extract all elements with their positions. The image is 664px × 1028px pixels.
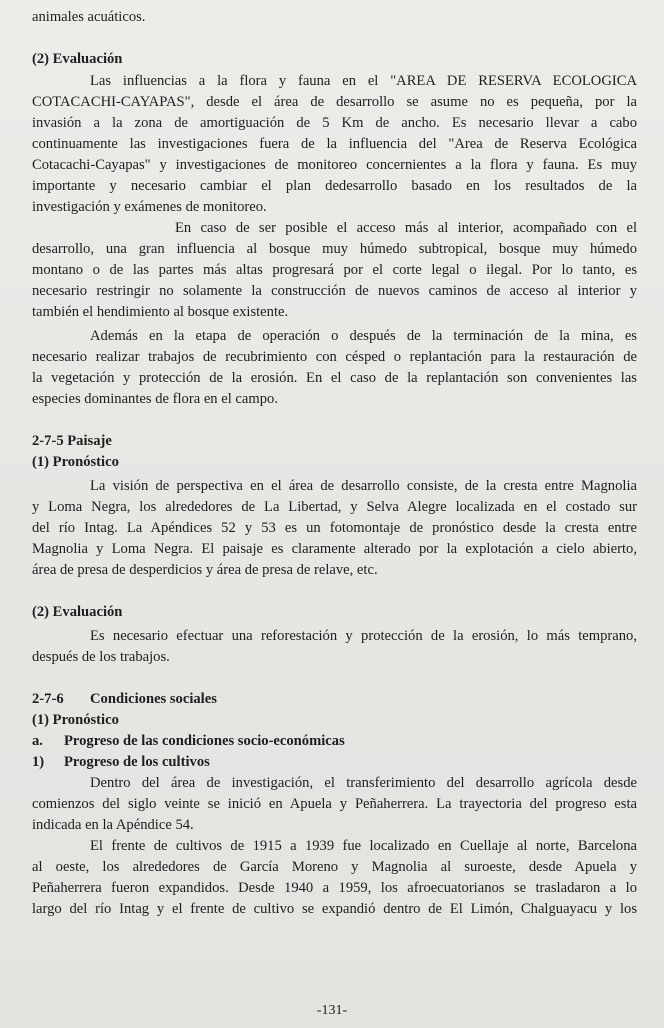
paragraph-line: y Loma Negra, los alrededores de La Libertad, y Selva Alegre localizada en el costado sur <box>32 499 637 515</box>
paragraph-line: necesario restringir no solamente la construcción de nuevos caminos de acceso al interior y <box>32 283 637 299</box>
item-heading <box>32 732 637 750</box>
section-heading: (2) Evaluación <box>32 51 123 67</box>
paragraph-line: comienzos del siglo veinte se inició en Apuela y Peñaherrera. La trayectoria del progreso esta <box>32 796 637 812</box>
paragraph-line: del río Intag. La Apéndices 52 y 53 es un fotomontaje de pronóstico desde la cresta entre <box>32 520 637 536</box>
item-heading <box>32 753 637 771</box>
paragraph-line: En caso de ser posible el acceso más al interior, acompañado con el <box>175 220 637 236</box>
item-number: 1) <box>32 754 45 770</box>
paragraph-line: La visión de perspectiva en el área de desarrollo consiste, de la cresta entre Magnolia <box>90 478 637 494</box>
paragraph-line: Magnolia y Loma Negra. El paisaje es claramente alterado por la explotación a cielo abierto, <box>32 541 637 557</box>
subsection-heading: (1) Pronóstico <box>32 712 119 728</box>
paragraph-line: largo del río Intag y el frente de cultivo se expandió dentro de El Limón, Chalguayacu y los <box>32 901 637 917</box>
paragraph-line: al oeste, los alrededores de García Moreno y Magnolia al suroeste, desde Apuela y <box>32 859 637 875</box>
section-title: Condiciones sociales <box>90 691 217 707</box>
paragraph-line: Es necesario efectuar una reforestación y protección de la erosión, lo más temprano, <box>90 628 637 644</box>
paragraph-line: Las influencias a la flora y fauna en el "AREA DE RESERVA ECOLOGICA <box>90 73 637 89</box>
item-title: Progreso de los cultivos <box>64 754 210 770</box>
paragraph-line: Además en la etapa de operación o después de la terminación de la mina, es <box>90 328 637 344</box>
paragraph-line: Dentro del área de investigación, el transferimiento del desarrollo agrícola desde <box>90 775 637 791</box>
paragraph-line: desarrollo, una gran influencia al bosque muy húmedo subtropical, bosque muy húmedo <box>32 241 637 257</box>
paragraph-line: la vegetación y protección de la erosión. En el caso de la replantación son convenientes las <box>32 370 637 386</box>
text-line: animales acuáticos. <box>32 9 146 25</box>
paragraph-line: montano o de las partes más altas progresará por el corte legal o ilegal. Por lo tanto, es <box>32 262 637 278</box>
section-heading <box>32 690 637 708</box>
item-title: Progreso de las condiciones socio-económicas <box>64 733 345 749</box>
paragraph-line: necesario realizar trabajos de recubrimiento con césped o replantación para la restauración de <box>32 349 637 365</box>
paragraph-line: también el hendimiento al bosque existente. <box>32 304 289 320</box>
paragraph-line: importante y necesario cambiar el plan dedesarrollo basado en los resultados de la <box>32 178 637 194</box>
paragraph-line: Cotacachi-Cayapas" y investigaciones de monitoreo concernientes a la flora y fauna. Es muy <box>32 157 637 173</box>
paragraph-line: El frente de cultivos de 1915 a 1939 fue localizado en Cuellaje al norte, Barcelona <box>90 838 637 854</box>
paragraph-line: COTACACHI-CAYAPAS", desde el área de desarrollo se asume no es pequeña, por la <box>32 94 637 110</box>
section-number: 2-7-6 <box>32 691 64 707</box>
page-number: -131- <box>316 1003 348 1018</box>
paragraph-line: área de presa de desperdicios y área de presa de relave, etc. <box>32 562 378 578</box>
paragraph-line: Peñaherrera fueron expandidos. Desde 1940 a 1959, los afroecuatorianos se trasladaron a lo <box>32 880 637 896</box>
subsection-heading: (2) Evaluación <box>32 604 123 620</box>
section-heading: 2-7-5 Paisaje <box>32 433 112 449</box>
paragraph-line: invasión a la zona de amortiguación de 5 Km de ancho. Es necesario llevar a cabo <box>32 115 637 131</box>
paragraph-line: continuamente las investigaciones fuera de la influencia del "Area de Reserva Ecológica <box>32 136 637 152</box>
paragraph-line: después de los trabajos. <box>32 649 170 665</box>
paragraph-line: investigación y exámenes de monitoreo. <box>32 199 267 215</box>
subsection-heading: (1) Pronóstico <box>32 454 119 470</box>
paragraph-line: especies dominantes de flora en el campo. <box>32 391 278 407</box>
item-letter: a. <box>32 733 43 749</box>
paragraph-line: indicada en la Apéndice 54. <box>32 817 194 833</box>
